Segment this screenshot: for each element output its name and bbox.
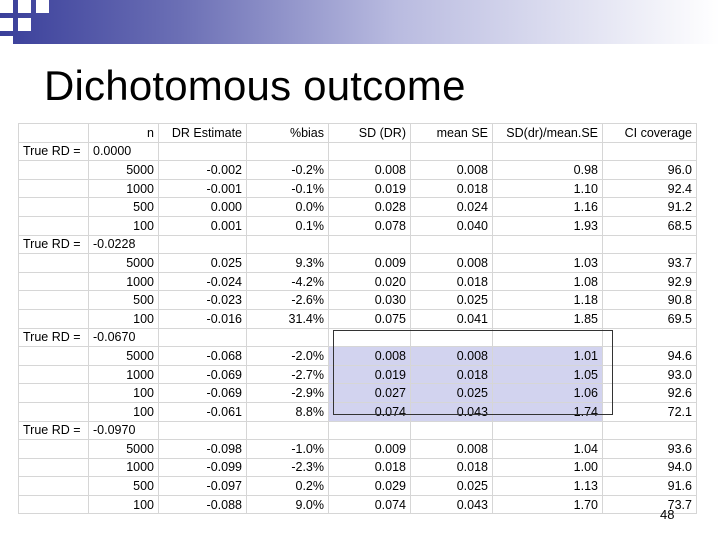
table-cell: 0.030 <box>329 291 411 310</box>
section-row <box>19 142 697 161</box>
table-cell: 0.009 <box>329 254 411 273</box>
slide-title: Dichotomous outcome <box>44 62 466 109</box>
table-cell: 0.009 <box>329 440 411 459</box>
table-cell: 0.074 <box>329 402 411 421</box>
table-cell: 5000 <box>89 347 159 366</box>
empty-cell <box>411 328 493 347</box>
table-cell: 93.6 <box>603 440 697 459</box>
table-row <box>19 495 697 514</box>
table-cell: 0.025 <box>159 254 247 273</box>
empty-cell <box>603 328 697 347</box>
empty-cell <box>493 142 603 161</box>
table-cell: 1000 <box>89 365 159 384</box>
column-header: DR Estimate <box>159 124 247 143</box>
empty-cell <box>19 216 89 235</box>
table-cell: -0.024 <box>159 272 247 291</box>
table-row <box>19 309 697 328</box>
table-cell: 0.075 <box>329 309 411 328</box>
empty-cell <box>19 179 89 198</box>
empty-cell <box>329 142 411 161</box>
table-cell: 0.018 <box>411 365 493 384</box>
table-cell: 0.043 <box>411 402 493 421</box>
table-cell: 0.018 <box>411 458 493 477</box>
table-cell: 69.5 <box>603 309 697 328</box>
table-cell: 1.06 <box>493 384 603 403</box>
table-cell: 31.4% <box>247 309 329 328</box>
table-cell: 94.6 <box>603 347 697 366</box>
empty-cell <box>247 142 329 161</box>
empty-cell <box>19 254 89 273</box>
section-label: True RD = <box>19 421 89 440</box>
table-cell: 1.16 <box>493 198 603 217</box>
empty-cell <box>19 198 89 217</box>
table-cell: 91.6 <box>603 477 697 496</box>
table-cell: 0.025 <box>411 384 493 403</box>
empty-cell <box>329 235 411 254</box>
table-cell: 0.019 <box>329 179 411 198</box>
table-cell: 1.18 <box>493 291 603 310</box>
table-cell: 94.0 <box>603 458 697 477</box>
table-cell: 0.008 <box>411 254 493 273</box>
empty-cell <box>19 402 89 421</box>
table-cell: -4.2% <box>247 272 329 291</box>
empty-cell <box>19 347 89 366</box>
table-cell: 72.1 <box>603 402 697 421</box>
section-row <box>19 328 697 347</box>
empty-cell <box>493 328 603 347</box>
table-cell: 5000 <box>89 161 159 180</box>
empty-cell <box>19 477 89 496</box>
empty-cell <box>19 365 89 384</box>
table-cell: 0.008 <box>411 161 493 180</box>
table-cell: 92.9 <box>603 272 697 291</box>
table-cell: 0.078 <box>329 216 411 235</box>
column-header: CI coverage <box>603 124 697 143</box>
table-cell: 0.018 <box>329 458 411 477</box>
results-table <box>18 123 697 514</box>
table-cell: 1.70 <box>493 495 603 514</box>
table-cell: 0.025 <box>411 477 493 496</box>
table-cell: 73.7 <box>603 495 697 514</box>
table-cell: 9.0% <box>247 495 329 514</box>
empty-cell <box>19 291 89 310</box>
empty-cell <box>247 235 329 254</box>
table-cell: 100 <box>89 495 159 514</box>
table-row <box>19 161 697 180</box>
table-cell: 0.000 <box>159 198 247 217</box>
section-value: 0.0000 <box>89 142 159 161</box>
table-cell: 0.2% <box>247 477 329 496</box>
empty-cell <box>19 309 89 328</box>
table-cell: 0.1% <box>247 216 329 235</box>
table-cell: 0.024 <box>411 198 493 217</box>
table-cell: 8.8% <box>247 402 329 421</box>
empty-cell <box>411 142 493 161</box>
title-bar-gradient <box>0 0 720 44</box>
column-header: SD (DR) <box>329 124 411 143</box>
table-cell: 0.028 <box>329 198 411 217</box>
table-cell: -0.068 <box>159 347 247 366</box>
table-cell: 1.01 <box>493 347 603 366</box>
section-value: -0.0970 <box>89 421 159 440</box>
empty-cell <box>247 421 329 440</box>
empty-cell <box>411 235 493 254</box>
column-header: %bias <box>247 124 329 143</box>
empty-cell <box>247 328 329 347</box>
table-cell: 0.019 <box>329 365 411 384</box>
table-cell: 500 <box>89 477 159 496</box>
table-row <box>19 254 697 273</box>
table-cell: 93.0 <box>603 365 697 384</box>
empty-cell <box>493 235 603 254</box>
table-cell: -0.002 <box>159 161 247 180</box>
table-cell: 1.85 <box>493 309 603 328</box>
table-cell: 0.043 <box>411 495 493 514</box>
column-header: SD(dr)/mean.SE <box>493 124 603 143</box>
empty-cell <box>329 328 411 347</box>
table-cell: -2.9% <box>247 384 329 403</box>
section-value: -0.0670 <box>89 328 159 347</box>
table-cell: 100 <box>89 216 159 235</box>
empty-cell <box>19 458 89 477</box>
empty-cell <box>603 142 697 161</box>
table-row <box>19 347 697 366</box>
table-cell: 0.020 <box>329 272 411 291</box>
table-row <box>19 365 697 384</box>
table-cell: 500 <box>89 291 159 310</box>
table-cell: 1.93 <box>493 216 603 235</box>
table-cell: 1.05 <box>493 365 603 384</box>
table-cell: 1.04 <box>493 440 603 459</box>
table-cell: 100 <box>89 309 159 328</box>
table-cell: -0.069 <box>159 365 247 384</box>
table-cell: 1.08 <box>493 272 603 291</box>
table-cell: 1.03 <box>493 254 603 273</box>
table-cell: 1000 <box>89 458 159 477</box>
table-cell: -0.001 <box>159 179 247 198</box>
empty-cell <box>493 421 603 440</box>
table-cell: -1.0% <box>247 440 329 459</box>
table-cell: 92.6 <box>603 384 697 403</box>
table-cell: 0.001 <box>159 216 247 235</box>
section-row <box>19 421 697 440</box>
table-cell: -0.016 <box>159 309 247 328</box>
table-cell: 1.13 <box>493 477 603 496</box>
section-label: True RD = <box>19 328 89 347</box>
empty-cell <box>603 235 697 254</box>
table-row <box>19 440 697 459</box>
empty-cell <box>329 421 411 440</box>
table-header-row <box>19 124 697 143</box>
table-row <box>19 402 697 421</box>
table-cell: -0.098 <box>159 440 247 459</box>
empty-cell <box>19 495 89 514</box>
table-cell: -2.7% <box>247 365 329 384</box>
section-row <box>19 235 697 254</box>
empty-cell <box>159 328 247 347</box>
section-value: -0.0228 <box>89 235 159 254</box>
table-cell: -0.061 <box>159 402 247 421</box>
table-cell: -0.097 <box>159 477 247 496</box>
table-cell: -0.1% <box>247 179 329 198</box>
table-cell: 0.018 <box>411 179 493 198</box>
table-cell: 1000 <box>89 179 159 198</box>
table-cell: 91.2 <box>603 198 697 217</box>
empty-cell <box>159 421 247 440</box>
table-cell: 0.027 <box>329 384 411 403</box>
empty-cell <box>19 272 89 291</box>
table-cell: 93.7 <box>603 254 697 273</box>
table-cell: 0.008 <box>329 347 411 366</box>
empty-cell <box>411 421 493 440</box>
column-header <box>19 124 89 143</box>
table-row <box>19 384 697 403</box>
table-cell: 0.040 <box>411 216 493 235</box>
table-row <box>19 198 697 217</box>
table-cell: 5000 <box>89 440 159 459</box>
table-cell: 100 <box>89 402 159 421</box>
table-cell: -0.099 <box>159 458 247 477</box>
column-header: mean SE <box>411 124 493 143</box>
table-cell: -0.069 <box>159 384 247 403</box>
table-cell: 500 <box>89 198 159 217</box>
table-cell: -0.088 <box>159 495 247 514</box>
table-row <box>19 477 697 496</box>
table-row <box>19 216 697 235</box>
table-cell: 0.008 <box>411 440 493 459</box>
table-cell: 96.0 <box>603 161 697 180</box>
table-row <box>19 272 697 291</box>
table-cell: 1.74 <box>493 402 603 421</box>
empty-cell <box>19 161 89 180</box>
table-cell: 0.074 <box>329 495 411 514</box>
table-cell: 0.008 <box>411 347 493 366</box>
empty-cell <box>19 384 89 403</box>
table-cell: 68.5 <box>603 216 697 235</box>
table-cell: 0.018 <box>411 272 493 291</box>
table-cell: 1000 <box>89 272 159 291</box>
table-cell: 0.041 <box>411 309 493 328</box>
table-cell: 92.4 <box>603 179 697 198</box>
empty-cell <box>603 421 697 440</box>
table-cell: 0.008 <box>329 161 411 180</box>
table-cell: 5000 <box>89 254 159 273</box>
section-label: True RD = <box>19 235 89 254</box>
table-cell: 0.029 <box>329 477 411 496</box>
table-row <box>19 291 697 310</box>
results-table-container <box>18 123 696 514</box>
decorative-squares <box>0 0 60 44</box>
page-number: 48 <box>660 507 675 522</box>
table-cell: -2.3% <box>247 458 329 477</box>
table-cell: 0.025 <box>411 291 493 310</box>
column-header: n <box>89 124 159 143</box>
section-label: True RD = <box>19 142 89 161</box>
table-cell: 9.3% <box>247 254 329 273</box>
table-cell: 1.00 <box>493 458 603 477</box>
table-cell: 0.0% <box>247 198 329 217</box>
empty-cell <box>159 142 247 161</box>
table-cell: -0.2% <box>247 161 329 180</box>
table-cell: 0.98 <box>493 161 603 180</box>
empty-cell <box>159 235 247 254</box>
table-row <box>19 458 697 477</box>
table-cell: 100 <box>89 384 159 403</box>
table-cell: -0.023 <box>159 291 247 310</box>
table-row <box>19 179 697 198</box>
table-cell: 1.10 <box>493 179 603 198</box>
table-cell: -2.0% <box>247 347 329 366</box>
empty-cell <box>19 440 89 459</box>
table-cell: -2.6% <box>247 291 329 310</box>
table-cell: 90.8 <box>603 291 697 310</box>
